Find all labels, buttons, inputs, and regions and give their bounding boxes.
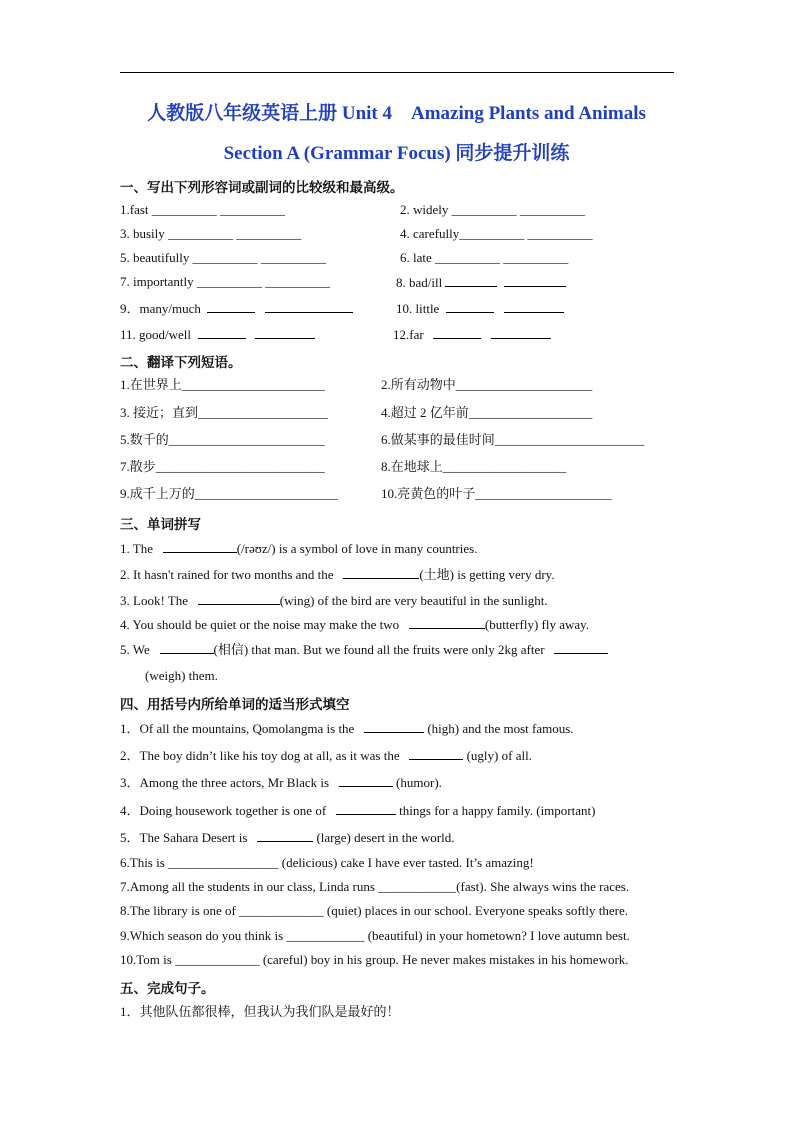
s1-item-5: 5. beautifully __________ __________ (120, 250, 326, 265)
s4-question-1: 1．Of all the mountains, Qomolangma is the (high) and the most famous. (120, 721, 574, 736)
s3-question-5: 5. We (相信) that man. But we found all the fruits were only 2kg after (120, 641, 608, 658)
s5-question-1: 1．其他队伍都很棒，但我认为我们队是最好的！ (120, 1004, 400, 1019)
s2-item-3: 3. 接近；直到____________________ (120, 405, 329, 420)
s4-question-6: 6.This is _________________ (delicious) cake I have ever tasted. It’s amazing! (120, 855, 534, 870)
s3-question-3: 3. Look! The (wing) of the bird are very beautiful in the sunlight. (120, 593, 548, 608)
section-5-heading: 五、完成句子。 (120, 981, 215, 996)
s2-item-1: 1.在世界上______________________ (120, 377, 325, 392)
s2-item-9: 9.成千上万的______________________ (120, 486, 338, 501)
s3-question-1: 1. The (/rəʊz/) is a symbol of love in many countries. (120, 541, 478, 556)
s2-item-5: 5.数千的________________________ (120, 432, 325, 447)
s2-item-8: 8.在地球上___________________ (381, 459, 567, 474)
section-1-heading: 一、写出下列形容词或副词的比较级和最高级。 (120, 180, 404, 195)
s3-question-4: 4. You should be quiet or the noise may make the two (butterfly) fly away. (120, 617, 590, 632)
s1-item-2: 2. widely __________ __________ (400, 202, 585, 217)
s1-item-3: 3. busily __________ __________ (120, 226, 302, 241)
s1-item-10: 10. little (396, 300, 564, 317)
s3-question-2: 2. It hasn't rained for two months and the (土地) is getting very dry. (120, 567, 555, 582)
s1-item-1: 1.fast __________ __________ (120, 202, 286, 217)
s1-item-6: 6. late __________ __________ (400, 250, 569, 265)
s1-item-11: 11. good/well (120, 326, 315, 343)
s4-question-5: 5．The Sahara Desert is (large) desert in the world. (120, 830, 455, 845)
page-subtitle: Section A (Grammar Focus) 同步提升训练 (223, 143, 570, 164)
s2-item-2: 2.所有动物中_____________________ (381, 377, 593, 392)
s1-item-9: 9．many/much (120, 300, 353, 317)
s4-question-7: 7.Among all the students in our class, Linda runs ____________(fast). She always wins the races. (120, 879, 630, 894)
s4-question-8: 8.The library is one of _____________ (quiet) places in our school. Everyone speaks softly there. (120, 903, 628, 918)
s1-item-8: 8. bad/ill (396, 274, 566, 291)
section-2-heading: 二、翻译下列短语。 (120, 355, 242, 370)
s1-item-7: 7. importantly __________ __________ (120, 274, 331, 289)
s4-question-10: 10.Tom is _____________ (careful) boy in his group. He never makes mistakes in his homework. (120, 952, 629, 967)
s4-question-9: 9.Which season do you think is ____________ (beautiful) in your hometown? I love autumn best. (120, 928, 630, 943)
section-3-heading: 三、单词拼写 (120, 517, 201, 532)
s1-item-4: 4. carefully__________ __________ (400, 226, 593, 241)
s2-item-7: 7.散步__________________________ (120, 459, 325, 474)
s4-question-2: 2．The boy didn’t like his toy dog at all, as it was the (ugly) of all. (120, 748, 532, 763)
s2-item-4: 4.超过 2 亿年前___________________ (381, 405, 593, 420)
s3-question-5-cont: (weigh) them. (145, 668, 218, 683)
s2-item-6: 6.做某事的最佳时间_______________________ (381, 432, 645, 447)
s1-item-12: 12.far (393, 326, 551, 343)
s2-item-10: 10.亮黄色的叶子_____________________ (381, 486, 612, 501)
header-rule (120, 72, 674, 73)
section-4-heading: 四、用括号内所给单词的适当形式填空 (120, 697, 350, 712)
page-title: 人教版八年级英语上册 Unit 4 Amazing Plants and Animals (147, 103, 646, 124)
s4-question-3: 3．Among the three actors, Mr Black is (humor). (120, 775, 442, 790)
s4-question-4: 4．Doing housework together is one of things for a happy family. (important) (120, 803, 596, 818)
